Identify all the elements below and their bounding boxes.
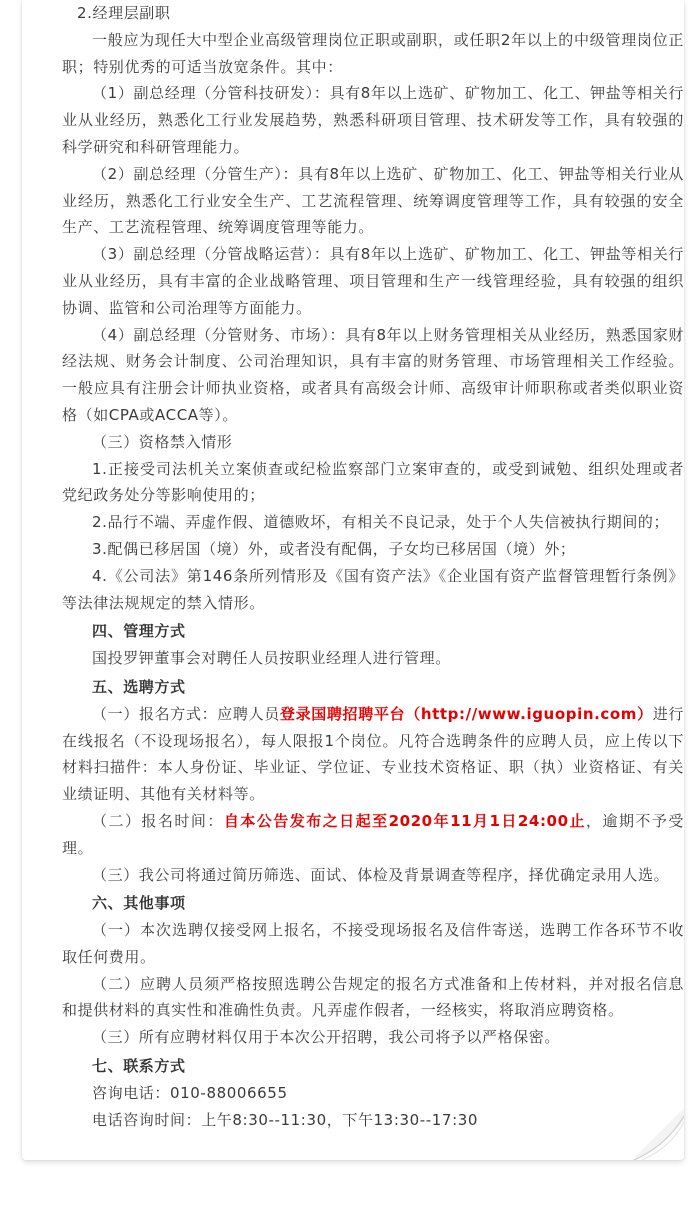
paragraph (62, 701, 684, 808)
paragraph: 3.配偶已移居国（境）外，或者没有配偶，子女均已移居国（境）外； (92, 539, 576, 558)
section-heading: 六、其他事项 (92, 894, 186, 913)
paragraph: 2.品行不端、弄虚作假、道德败坏，有相关不良记录，处于个人失信被执行期间的； (92, 513, 670, 532)
paragraph: 国投罗钾董事会对聘任人员按职业经理人进行管理。 (92, 649, 451, 668)
text-run: （一）报名方式：应聘人员 (92, 704, 280, 723)
contact-hours: 电话咨询时间：上午8:30--11:30，下午13:30--17:30 (92, 1110, 479, 1129)
highlight-link-text: 登录国聘招聘平台（http://www.iguopin.com） (279, 704, 653, 723)
paragraph: （1）副总经理（分管科技研发）：具有8年以上选矿、矿物加工、化工、钾盐等相关行业从业经历，熟悉化工行业发展趋势，熟悉科研项目管理、技术研发等工作，具有较强的科学研究和科研管理能力。 (62, 84, 684, 156)
section-subtitle: （三）资格禁入情形 (92, 432, 233, 451)
paragraph: （一）本次选聘仅接受网上报名，不接受现场报名及信件寄送，选聘工作各环节不收取任何费用。 (62, 921, 684, 966)
paragraph: （4）副总经理（分管财务、市场）：具有8年以上财务管理相关从业经历，熟悉国家财经法规、财务会计制度、公司治理知识，具有丰富的财务管理、市场管理相关工作经验。一般应具有注册会计师执业资格，或者具有高级会计师、高级审计师职称或者类似职业资格（如CPA或ACCA等）。 (62, 325, 684, 424)
section-heading: 五、选聘方式 (92, 677, 186, 696)
text-run: 进行在线报名（不设现场报名），每人限报1个岗位。凡符合选聘条件的应聘人员，应上传以下材料扫描件：本人身份证、毕业证、学位证、专业技术资格证、职（执）业资格证、有关业绩证明、其他有关材料等。 (62, 704, 685, 804)
paragraph: （三）所有应聘材料仅用于本次公开招聘，我公司将予以严格保密。 (92, 1028, 561, 1047)
paragraph: （二）应聘人员须严格按照选聘公告规定的报名方式准备和上传材料，并对报名信息和提供材料的真实性和准确性负责。凡弄虚作假者，一经核实，将取消应聘资格。 (62, 974, 684, 1020)
section-heading: 四、管理方式 (92, 622, 186, 641)
page-curl-decoration (632, 1108, 684, 1160)
paragraph: 一般应为现任大中型企业高级管理岗位正职或副职，或任职2年以上的中级管理岗位正职；特别优秀的可适当放宽条件。其中： (62, 30, 684, 76)
paragraph: 4.《公司法》第146条所列情形及《国有资产法》《企业国有资产监督管理暂行条例》等法律法规规定的禁入情形。 (62, 566, 684, 612)
paragraph (62, 808, 684, 862)
section-subtitle: 2.经理层副职 (77, 4, 171, 22)
paragraph: （2）副总经理（分管生产）：具有8年以上选矿、矿物加工、化工、钾盐等相关行业从业经历，熟悉化工行业安全生产、工艺流程管理、统筹调度管理等工作，具有较强的安全生产、工艺流程管理、统筹调度管理等能力。 (62, 164, 684, 237)
article-body (62, 0, 684, 1133)
section-heading: 七、联系方式 (92, 1057, 186, 1076)
text-run: （二）报名时间： (92, 811, 224, 830)
paragraph: 1.正接受司法机关立案侦查或纪检监察部门立案审查的，或受到诫勉、组织处理或者党纪政务处分等影响使用的； (62, 459, 684, 505)
contact-phone: 咨询电话：010-88006655 (92, 1083, 288, 1102)
paragraph: （三）我公司将通过简历筛选、面试、体检及背景调查等程序，择优确定录用人选。 (92, 865, 670, 884)
text-run: ，逾期不予受理。 (62, 811, 684, 857)
highlight-deadline: 自本公告发布之日起至2020年11月1日24:00止 (223, 811, 586, 830)
article-card (22, 0, 684, 1160)
paragraph: （3）副总经理（分管战略运营）：具有8年以上选矿、矿物加工、化工、钾盐等相关行业从业经历，具有丰富的企业战略管理、项目管理和生产一线管理经验，具有较强的组织协调、监管和公司治理等方面能力。 (62, 245, 684, 317)
